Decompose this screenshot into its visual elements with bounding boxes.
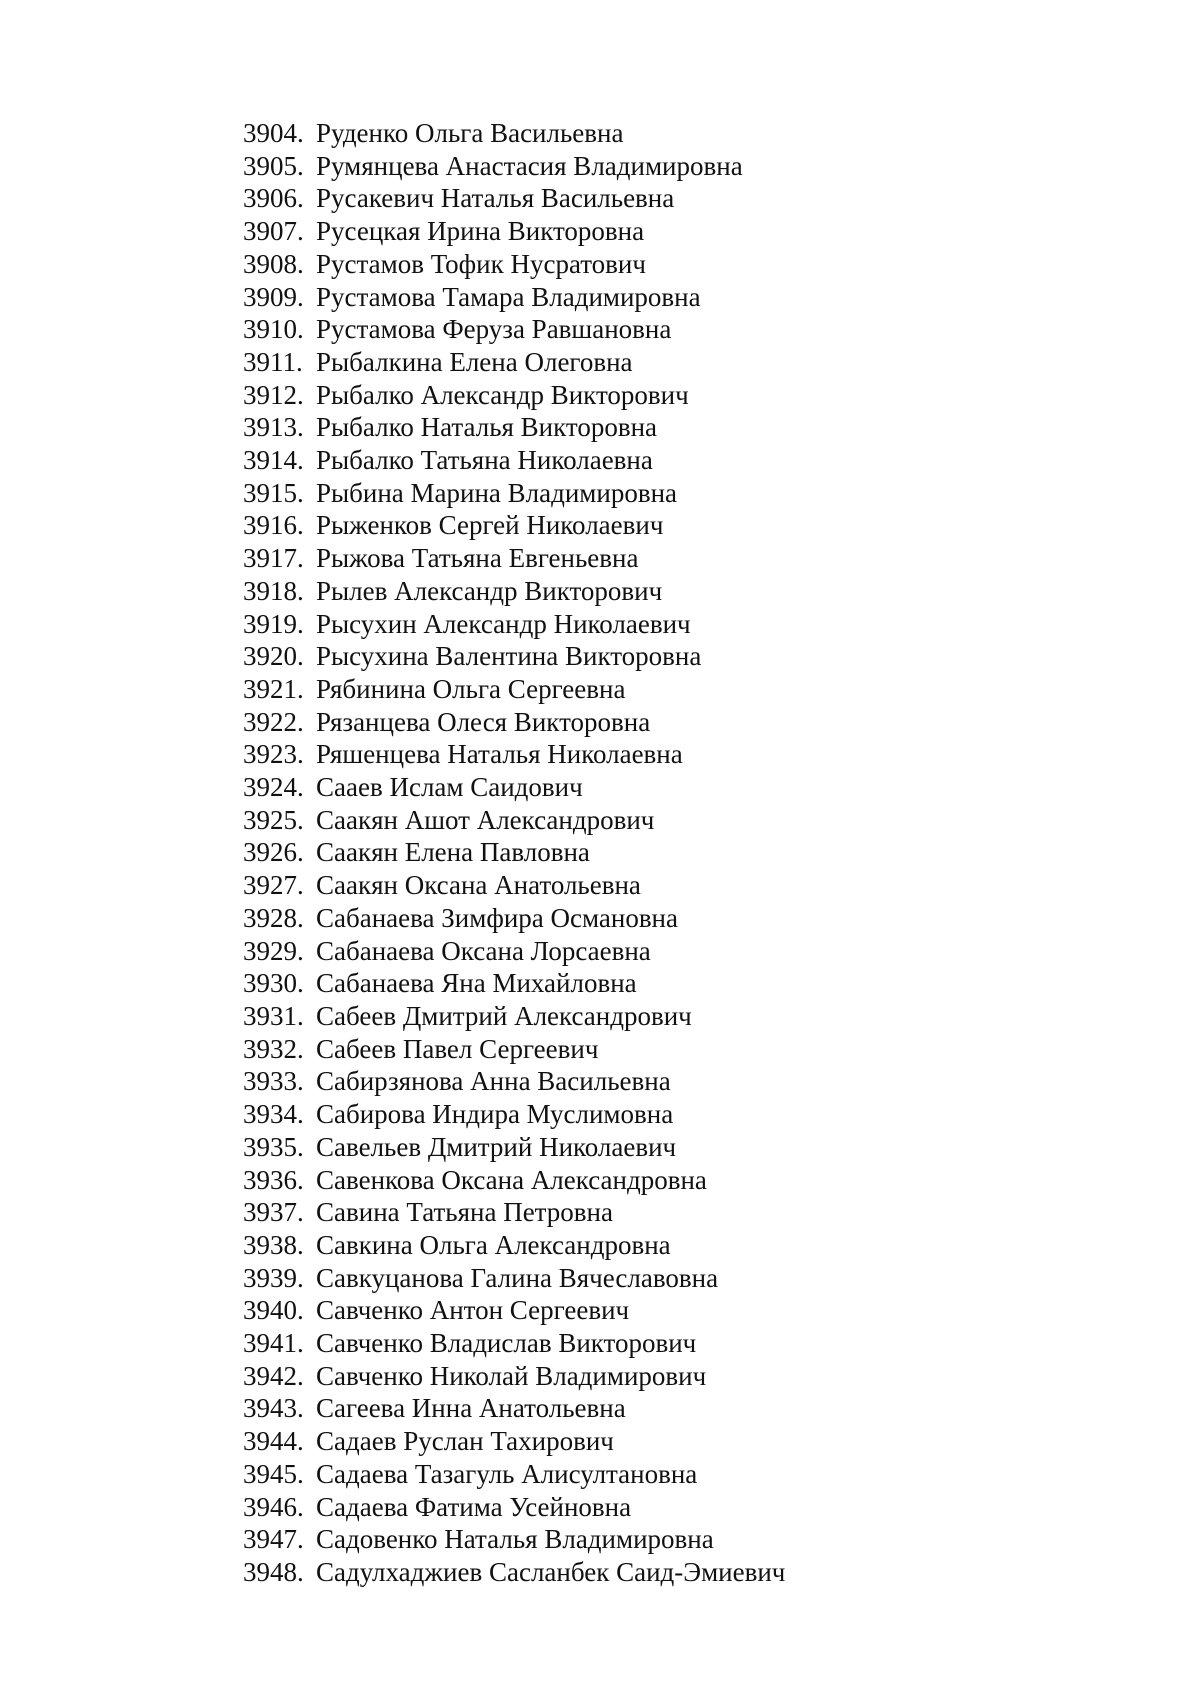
entry-name: Савкина Ольга Александровна [316,1229,671,1260]
list-item [243,804,785,837]
entry-number: 3918. [243,575,304,606]
list-item [243,411,785,444]
entry-name: Рыженков Сергей Николаевич [316,510,664,541]
list-item [243,1262,785,1295]
entry-name: Садаев Руслан Тахирович [316,1426,614,1457]
entry-name: Сагеева Инна Анатольевна [316,1393,626,1424]
list-item [243,509,785,542]
entry-name: Рябинина Ольга Сергеевна [316,673,626,704]
entry-name: Сабанаева Оксана Лорсаевна [316,935,651,966]
list-item [243,1229,785,1262]
entry-name: Рыжова Татьяна Евгеньевна [316,543,639,574]
entry-number: 3915. [243,477,304,508]
list-item [243,608,785,641]
list-item [243,346,785,379]
list-item [243,379,785,412]
entry-name: Ряшенцева Наталья Николаевна [316,739,683,770]
entry-number: 3916. [243,510,304,541]
entry-number: 3944. [243,1426,304,1457]
list-item [243,542,785,575]
entry-number: 3905. [243,150,304,181]
entry-number: 3940. [243,1295,304,1326]
list-item [243,1033,785,1066]
entry-name: Савченко Антон Сергеевич [316,1295,630,1326]
entry-number: 3934. [243,1099,304,1130]
list-item [243,738,785,771]
entry-number: 3943. [243,1393,304,1424]
list-item [243,1000,785,1033]
list-item [243,1392,785,1425]
entry-number: 3913. [243,412,304,443]
list-item [243,902,785,935]
entry-name: Русецкая Ирина Викторовна [316,216,645,247]
entry-number: 3909. [243,281,304,312]
list-item [243,215,785,248]
entry-number: 3929. [243,935,304,966]
entry-name: Сабирова Индира Муслимовна [316,1099,674,1130]
list-item [243,150,785,183]
list-item [243,444,785,477]
entry-name: Садаева Тазагуль Алисултановна [316,1458,698,1489]
list-item [243,1164,785,1197]
entry-number: 3939. [243,1262,304,1293]
entry-name: Рязанцева Олеся Викторовна [316,706,651,737]
entry-number: 3917. [243,543,304,574]
entry-name: Рыбина Марина Владимировна [316,477,678,508]
list-item [243,836,785,869]
entry-name: Сабеев Дмитрий Александрович [316,1000,692,1031]
list-item [243,1327,785,1360]
list-item [243,248,785,281]
entry-number: 3946. [243,1491,304,1522]
entry-number: 3938. [243,1229,304,1260]
name-list [243,117,785,1589]
entry-name: Савченко Владислав Викторович [316,1328,697,1359]
entry-name: Савина Татьяна Петровна [316,1197,613,1228]
entry-name: Руденко Ольга Васильевна [316,118,624,148]
entry-number: 3942. [243,1360,304,1391]
entry-name: Рустамова Тамара Владимировна [316,281,701,312]
entry-number: 3910. [243,314,304,345]
entry-name: Рыбалко Александр Викторович [316,379,689,410]
entry-name: Саакян Оксана Анатольевна [316,870,641,901]
entry-name: Рустамова Феруза Равшановна [316,314,672,345]
entry-number: 3936. [243,1164,304,1195]
list-item [243,1065,785,1098]
entry-number: 3914. [243,445,304,476]
entry-name: Садовенко Наталья Владимировна [316,1524,714,1555]
entry-number: 3932. [243,1033,304,1064]
entry-number: 3948. [243,1556,304,1587]
list-item [243,640,785,673]
list-item [243,771,785,804]
entry-name: Савенкова Оксана Александровна [316,1164,707,1195]
list-item [243,1294,785,1327]
entry-name: Садаева Фатима Усейновна [316,1491,632,1522]
entry-number: 3907. [243,216,304,247]
entry-number: 3919. [243,608,304,639]
entry-name: Рысухина Валентина Викторовна [316,641,702,672]
entry-name: Рысухин Александр Николаевич [316,608,691,639]
entry-number: 3904. [243,118,304,148]
list-item [243,182,785,215]
entry-number: 3906. [243,183,304,214]
list-item [243,313,785,346]
entry-name: Русакевич Наталья Васильевна [316,183,675,214]
entry-number: 3926. [243,837,304,868]
entry-name: Савкуцанова Галина Вячеславовна [316,1262,719,1293]
entry-number: 3923. [243,739,304,770]
list-item [243,935,785,968]
entry-name: Садулхаджиев Сасланбек Саид-Эмиевич [316,1556,786,1587]
list-item [243,1360,785,1393]
list-item [243,673,785,706]
entry-number: 3920. [243,641,304,672]
list-item [243,1523,785,1556]
entry-number: 3947. [243,1524,304,1555]
entry-number: 3924. [243,772,304,803]
entry-name: Рыбалко Наталья Викторовна [316,412,658,443]
entry-number: 3945. [243,1458,304,1489]
list-item [243,1458,785,1491]
list-item [243,477,785,510]
list-item [243,1556,785,1589]
list-item [243,575,785,608]
list-item [243,1196,785,1229]
entry-name: Савченко Николай Владимирович [316,1360,707,1391]
entry-number: 3921. [243,673,304,704]
list-item [243,281,785,314]
list-item [243,117,785,150]
list-item [243,1131,785,1164]
entry-number: 3931. [243,1000,304,1031]
entry-number: 3930. [243,968,304,999]
entry-number: 3927. [243,870,304,901]
entry-number: 3928. [243,902,304,933]
entry-name: Рыбалкина Елена Олеговна [316,346,633,377]
entry-name: Сааев Ислам Саидович [316,772,583,803]
list-item [243,1425,785,1458]
list-item [243,869,785,902]
entry-name: Саакян Ашот Александрович [316,804,655,835]
entry-name: Румянцева Анастасия Владимировна [316,150,743,181]
list-item [243,1491,785,1524]
entry-number: 3912. [243,379,304,410]
list-item [243,1098,785,1131]
entry-name: Сабанаева Зимфира Османовна [316,902,678,933]
entry-number: 3935. [243,1131,304,1162]
entry-name: Рылев Александр Викторович [316,575,663,606]
list-item [243,967,785,1000]
entry-name: Сабеев Павел Сергеевич [316,1033,599,1064]
entry-name: Рустамов Тофик Нусратович [316,248,646,279]
list-item [243,706,785,739]
entry-number: 3911. [243,346,303,377]
entry-name: Сабирзянова Анна Васильевна [316,1066,671,1097]
entry-number: 3925. [243,804,304,835]
entry-name: Саакян Елена Павловна [316,837,590,868]
entry-number: 3937. [243,1197,304,1228]
entry-number: 3933. [243,1066,304,1097]
entry-name: Савельев Дмитрий Николаевич [316,1131,677,1162]
entry-number: 3908. [243,248,304,279]
entry-name: Сабанаева Яна Михайловна [316,968,637,999]
entry-name: Рыбалко Татьяна Николаевна [316,445,653,476]
entry-number: 3922. [243,706,304,737]
entry-number: 3941. [243,1328,304,1359]
